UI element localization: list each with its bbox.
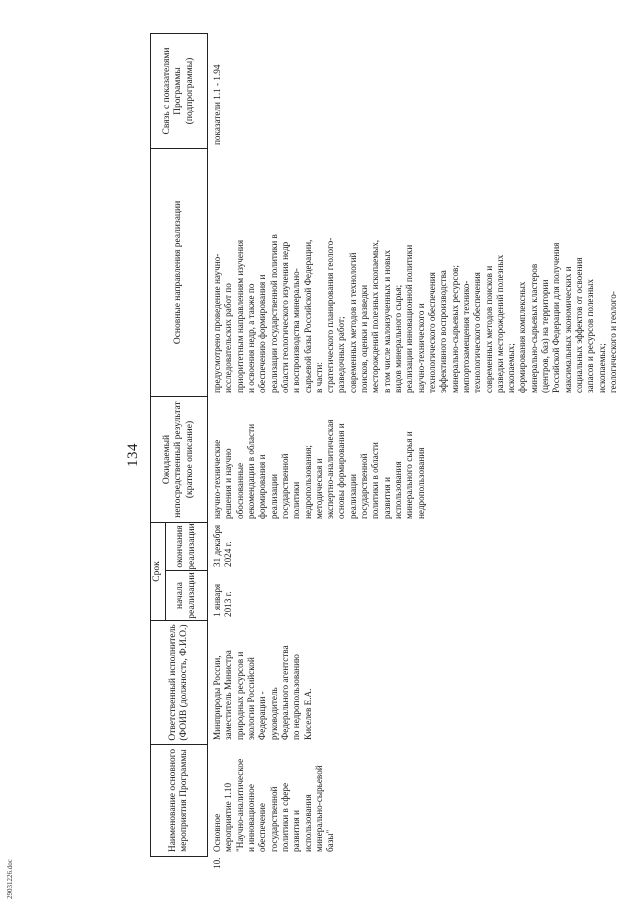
header-directions: Основные направления реализации bbox=[150, 148, 208, 396]
header-start: начала реализации bbox=[165, 570, 208, 620]
header-responsible: Ответственный исполнитель (ФОИВ (должность, Ф.И.О.) bbox=[150, 620, 208, 744]
document-id: 29031226.doc bbox=[6, 859, 14, 899]
header-link: Связь с показателями Программы (подпрограммы) bbox=[150, 33, 208, 148]
row-number: 10. bbox=[212, 857, 222, 869]
cell-measure: Основное мероприятие 1.10 "Научно-аналитическое и инновационное обеспечение государственной политики в сфере развития и использования минерально-сырьевой базы" bbox=[212, 758, 336, 852]
cell-directions: предусмотрено проведение научно- исследовательских работ по приоритетным направлениям изучения и освоения недр, а также по обеспечению формирования и реализации государственной политики в области геологического изучения недр и воспроизводства минерально- сырьевой базы Российской Федерации, в части: стратегического планирования геолого- разведочных работ; современных методов и технологий поисков, оценки и разведки месторождений полезных ископаемых, в том числе малоизученных и новых видов минерального сырья; реализации инновационной политики научно-технического и технологического обеспечения эффективного воспроизводства минерально-сырьевых ресурсов; импортозамещения технико- технологического обеспечения современных методов поисков и разведки месторождений полезных ископаемых; формирования комплексных минерально-сырьевых кластеров (центров, баз) на территории Российской Федерации для получения максимальных экономических и социальных эффектов от освоения запасов и ресурсов полезных ископаемых; геологического и геолого- bbox=[212, 234, 618, 393]
header-end: окончания реализации bbox=[165, 522, 208, 570]
cell-end: 31 декабря 2024 г. bbox=[212, 524, 234, 567]
header-term: Срок bbox=[150, 522, 165, 620]
cell-link: показатели 1.1 - 1.94 bbox=[212, 64, 222, 145]
header-measure: Наименование основного мероприятия Программы bbox=[150, 744, 208, 857]
cell-responsible: Минприроды России, заместитель Министра природных ресурсов и экологии Российской Федерации - руководитель Федерального агентства по недропользованию Киселев Е.А. bbox=[212, 645, 313, 740]
header-expected: Ожидаемый непосредственный результат (краткое описание) bbox=[150, 396, 208, 522]
cell-start: 1 января 2013 г. bbox=[212, 583, 234, 617]
cell-expected: научно-технические решения и научно обоснованные рекомендации в области формирования и реализации государственной политики недропользования; методическая и экспертно-аналитическая основы формирования и реализации государственной политики в области развития и использования минерального сырья и недропользования bbox=[212, 419, 426, 519]
page-number: 134 bbox=[125, 443, 141, 467]
